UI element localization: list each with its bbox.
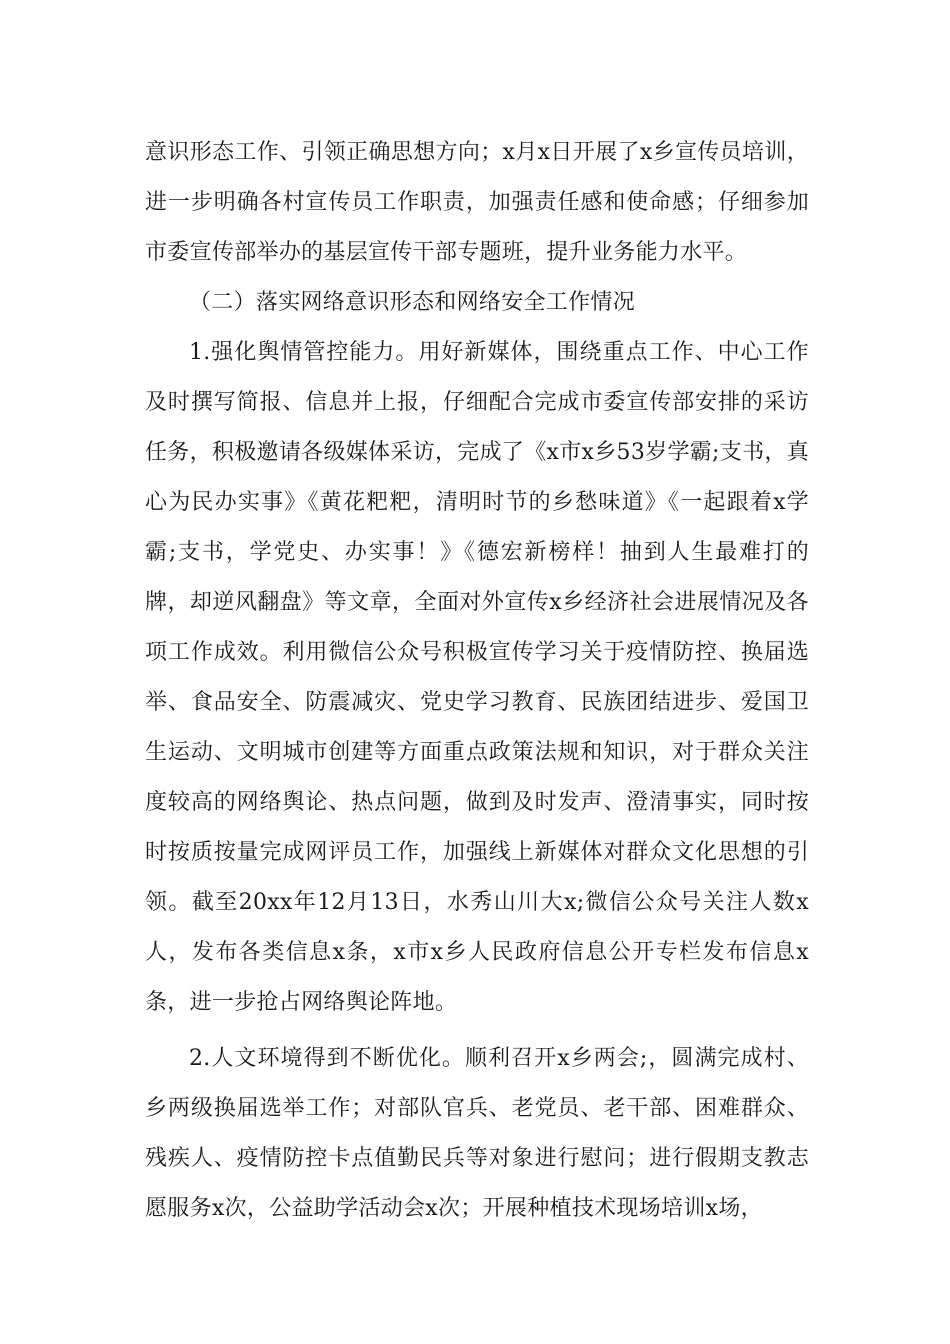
paragraph-public-opinion: 1.强化舆情管控能力。用好新媒体，围绕重点工作、中心工作及时撰写简报、信息并上报，仔细配合完成市委宣传部安排的采访任务，积极邀请各级媒体采访，完成了《x市x乡53岁学霸;支书，真心为民办实事》《黄花粑粑，清明时节的乡愁味道》《一起跟着x学霸;支书，学党史、办实事！》《德宏新榜样！抽到人生最难打的牌，却逆风翻盘》等文章，全面对外宣传x乡经济社会进展情况及各项工作成效。利用微信公众号积极宣传学习关于疫情防控、换届选举、食品安全、防震减灾、党史学习教育、民族团结进步、爱国卫生运动、文明城市创建等方面重点政策法规和知识，对于群众关注度较高的网络舆论、热点问题，做到及时发声、澄清事实，同时按时按质按量完成网评员工作，加强线上新媒体对群众文化思想的引领。截至20xx年12月13日，水秀山川大x;微信公众号关注人数x人，发布各类信息x条，x市x乡人民政府信息公开专栏发布信息x条，进一步抢占网络舆论阵地。 xyxy=(145,340,809,1015)
document-page xyxy=(145,128,809,1234)
paragraph-ideology-work: 意识形态工作、引领正确思想方向；x月x日开展了x乡宣传员培训，进一步明确各村宣传员工作职责，加强责任感和使命感；仔细参加市委宣传部举办的基层宣传干部专题班，提升业务能力水平。 xyxy=(145,140,809,265)
paragraph-cultural-environment: 2.人文环境得到不断优化。顺利召开x乡两会;，圆满完成村、乡两级换届选举工作；对部队官兵、老党员、老干部、困难群众、残疾人、疫情防控卡点值勤民兵等对象进行慰问；进行假期支教志愿服务x次，公益助学活动会x次；开展种植技术现场培训x场， xyxy=(145,1046,809,1221)
section-heading-network-security: （二）落实网络意识形态和网络安全工作情况 xyxy=(189,290,636,315)
